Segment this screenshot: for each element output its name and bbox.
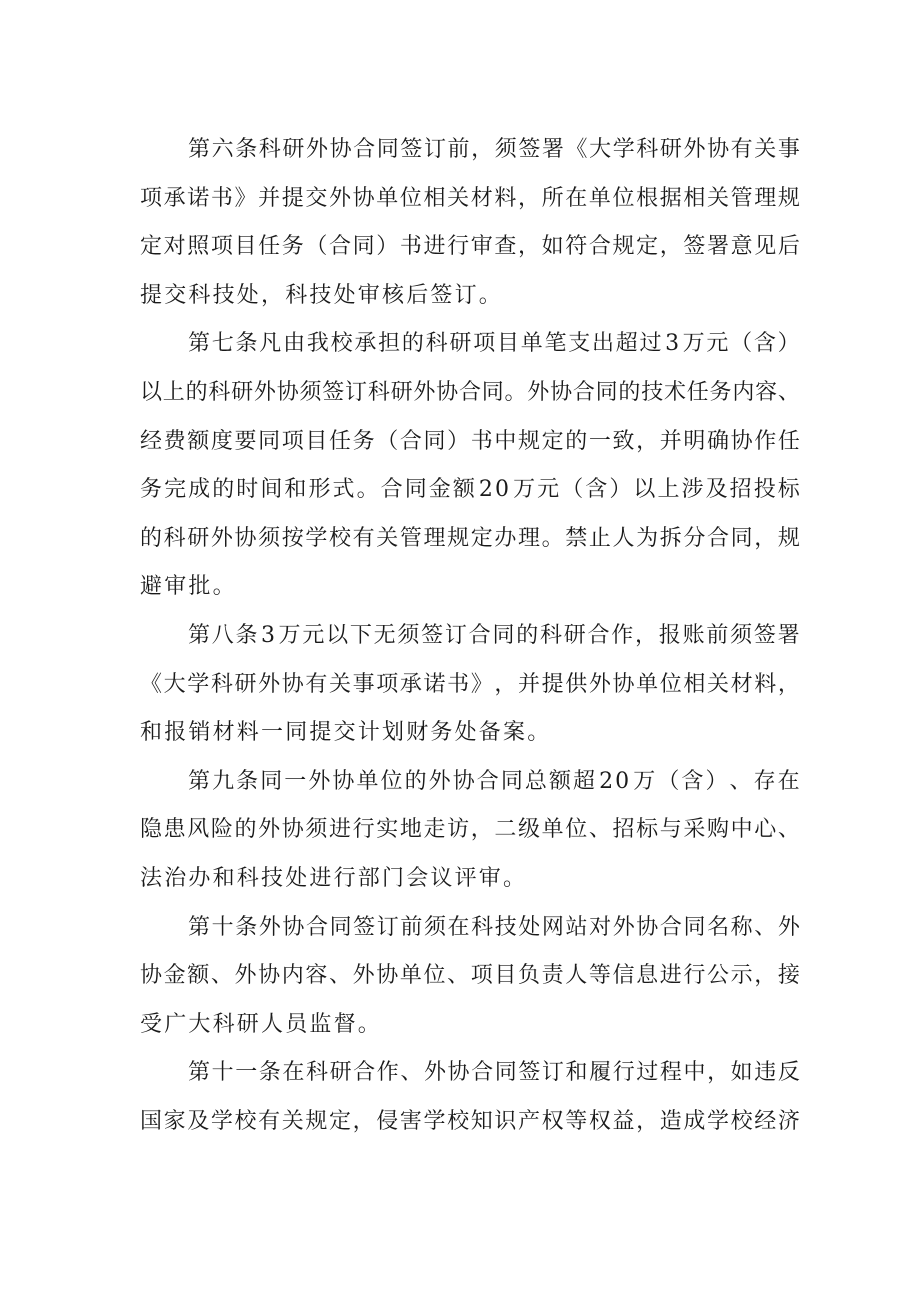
text-line (140, 612, 800, 661)
line-text: 受广大科研人员监督。 (140, 1011, 383, 1037)
text-line (140, 1098, 800, 1147)
line-text: 隐 患 风 险 的 外 协 须 进 行 实 地 走 访 ， 二 级 单 位 、 招 标 与 采 购 中 心 、 (140, 817, 800, 843)
line-text: 和报销材料一同提交计划财务处备案。 (140, 720, 552, 746)
line-text: 的 科 研 外 协 须 按 学 校 有 关 管 理 规 定 办 理 。 禁 止 人 为 拆 分 合 同 ， 规 (140, 525, 800, 551)
line-text: 避审批。 (140, 574, 237, 600)
text-line (140, 661, 800, 710)
text-line (140, 126, 800, 175)
line-text: 法治办和科技处进行部门会议评审。 (140, 865, 528, 891)
line-text: 以 上 的 科 研 外 协 须 签 订 科 研 外 协 合 同 。 外 协 合 同 的 技 术 任 务 内 容 、 (140, 379, 800, 405)
line-text: 第 十 条 外 协 合 同 签 订 前 须 在 科 技 处 网 站 对 外 协 合 同 名 称 、 外 (188, 914, 800, 940)
paragraph-article-8 (140, 612, 800, 758)
line-text: 经 费 额 度 要 同 项 目 任 务 （ 合 同 ） 书 中 规 定 的 一 致 ， 并 明 确 协 作 任 (140, 428, 800, 454)
text-line (140, 466, 800, 515)
line-text: 定 对 照 项 目 任 务 （ 合 同 ） 书 进 行 审 查 ， 如 符 合 规 定 ， 签 署 意 见 后 (140, 234, 800, 260)
line-text: 提交科技处，科技处审核后签订。 (140, 282, 504, 308)
line-text: 国 家 及 学 校 有 关 规 定 ， 侵 害 学 校 知 识 产 权 等 权 益 ， 造 成 学 校 经 济 (140, 1108, 800, 1134)
text-line (140, 1049, 800, 1098)
line-text: 协 金 额 、 外 协 内 容 、 外 协 单 位 、 项 目 负 责 人 等 信 息 进 行 公 示 ， 接 (140, 963, 800, 989)
document-body (140, 126, 800, 1146)
text-line (140, 952, 800, 1001)
text-line (140, 418, 800, 467)
text-line (140, 855, 800, 904)
text-line (140, 709, 800, 758)
text-line (140, 1001, 800, 1050)
line-text: 第 八 条 3 万 元 以 下 无 须 签 订 合 同 的 科 研 合 作 ， 报 账 前 须 签 署 (188, 622, 800, 648)
line-text: 第 六 条 科 研 外 协 合 同 签 订 前 ， 须 签 署 《 大 学 科 研 外 协 有 关 事 (188, 137, 800, 162)
paragraph-article-11 (140, 1049, 800, 1146)
line-text: 第 九 条 同 一 外 协 单 位 的 外 协 合 同 总 额 超 2 0 万 （ 含 ） 、 存 在 (188, 768, 800, 794)
text-line (140, 320, 800, 369)
text-line (140, 904, 800, 953)
text-line (140, 758, 800, 807)
line-text: 第 七 条 凡 由 我 校 承 担 的 科 研 项 目 单 笔 支 出 超 过 3 万 元 （ 含 ） (188, 331, 800, 357)
line-text: 第 十 一 条 在 科 研 合 作 、 外 协 合 同 签 订 和 履 行 过 程 中 ， 如 违 反 (188, 1060, 800, 1086)
line-text: 务 完 成 的 时 间 和 形 式 。 合 同 金 额 2 0 万 元 （ 含 ） 以 上 涉 及 招 投 标 (140, 477, 800, 503)
text-line (140, 563, 800, 612)
paragraph-article-6 (140, 126, 800, 320)
paragraph-article-9 (140, 758, 800, 904)
line-text: 《 大 学 科 研 外 协 有 关 事 项 承 诺 书 》 ， 并 提 供 外 协 单 位 相 关 材 料 ， (140, 671, 800, 697)
line-text: 项 承 诺 书 》 并 提 交 外 协 单 位 相 关 材 料 ， 所 在 单 位 根 据 相 关 管 理 规 (140, 185, 800, 211)
text-line (140, 515, 800, 564)
paragraph-article-10 (140, 904, 800, 1050)
text-line (140, 806, 800, 855)
text-line (140, 272, 800, 321)
text-line (140, 369, 800, 418)
text-line (140, 175, 800, 224)
paragraph-article-7 (140, 320, 800, 612)
text-line (140, 223, 800, 272)
